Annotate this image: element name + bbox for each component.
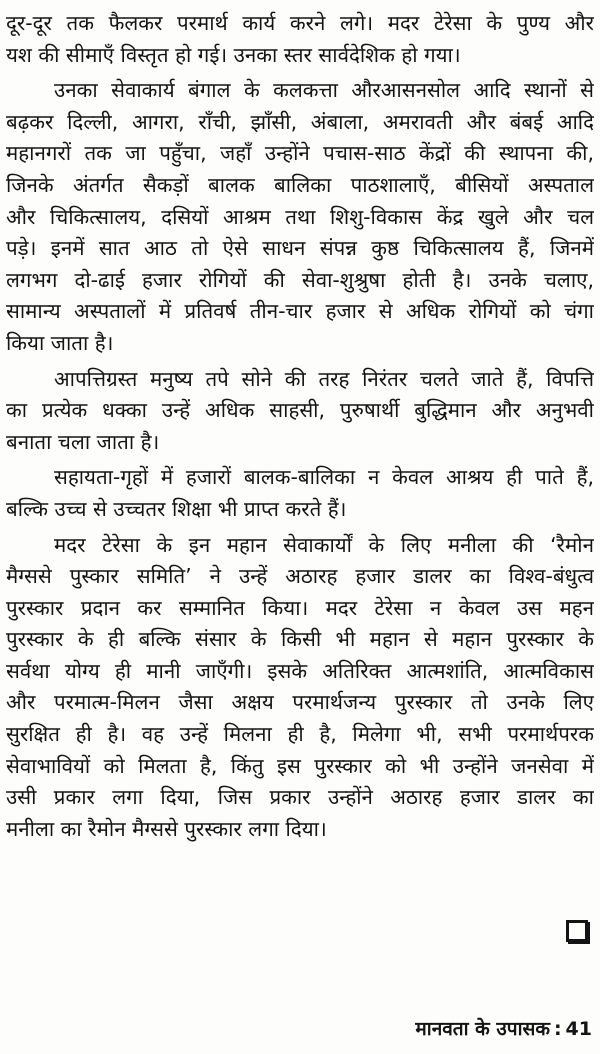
text-line-21: सर्वथा योग्य ही मानी जाएँगी। इसके अतिरिक्त आत्मशांति, आत्मविकास — [6, 658, 594, 683]
text-line-25: उसी प्रकार लगा दिया, जिस प्रकार उन्होंने अठारह हजार डालर का — [6, 785, 594, 810]
page-number: 41 — [565, 1018, 592, 1040]
text-line-1: दूर-दूर तक फैलकर परमार्थ कार्य करने लगे। मदर टेरेसा के पुण्य और — [6, 11, 594, 35]
text-line-14: बनाता चला जाता है। — [6, 429, 160, 454]
text-line-13: का प्रत्येक धक्का उन्हें अधिक साहसी, पुरुषार्थी बुद्धिमान और अनुभवी — [6, 398, 594, 423]
text-line-8: पड़े। इनमें सात आठ तो ऐसे साधन संपन्न कुष्ठ चिकित्सालय हैं, जिनमें — [6, 236, 594, 261]
text-line-4: बढ़कर दिल्ली, आगरा, राँची, झाँसी, अंबाला, अमरावती और बंबई आदि — [6, 109, 594, 134]
text-line-16: बल्कि उच्च से उच्चतर शिक्षा भी प्राप्त करते हैं। — [6, 496, 347, 521]
text-line-3: उनका सेवाकार्य बंगाल के कलकत्ता औरआसनसोल आदि स्थानों से — [54, 78, 594, 103]
book-title: मानवता के उपासक — [415, 1018, 550, 1040]
text-line-23: सुरक्षित ही है। वह उन्हें मिलना ही है, मिलेगा भी, सभी परमार्थपरक — [6, 722, 594, 747]
text-line-9: लगभग दो-ढाई हजार रोगियों की सेवा-शुश्रुषा होती है। उनके चलाए, — [6, 267, 594, 292]
hollow-square-icon — [566, 920, 588, 942]
text-line-20: पुरस्कार के ही बल्कि संसार के किसी भी महान से महान पुरस्कार के — [6, 627, 594, 652]
page-footer — [415, 1015, 592, 1041]
text-line-18: मैग्ससे पुस्कार समिति’ ने उन्हें अठारह हजार डालर का विश्व-बंधुत्व — [6, 564, 594, 589]
text-line-6: जिनके अंतर्गत सैकड़ों बालक बालिका पाठशालाएँ, बीसियों अस्पताल — [6, 172, 594, 197]
text-line-24: सेवाभावियों को मिलता है, किंतु इस पुरस्कार को भी उन्होंने जनसेवा में — [6, 753, 594, 778]
text-line-19: पुरस्कार प्रदान कर सम्मानित किया। मदर टेरेसा न केवल उस महन — [6, 595, 594, 620]
text-line-17: मदर टेरेसा के इन महान सेवाकार्यों के लिए मनीला की ‘रैमोन — [54, 532, 594, 557]
text-line-5: महानगरों तक जा पहुँचा, जहाँ उन्होंने पचास-साठ केंद्रों की स्थापना की, — [6, 141, 594, 166]
text-line-2: यश की सीमाएँ विस्तृत हो गई। उनका स्तर सार्वदेशिक हो गया। — [6, 42, 461, 67]
text-line-7: और चिकित्सालय, दसियों आश्रम तथा शिशु-विकास केंद्र खुले और चल — [6, 204, 594, 229]
body-text — [6, 8, 594, 845]
text-line-12: आपत्तिग्रस्त मनुष्य तपे सोने की तरह निरंतर चलते जाते हैं, विपत्ति — [54, 366, 594, 391]
text-line-10: सामान्य अस्पतालों में प्रतिवर्ष तीन-चार हजार से अधिक रोगियों को चंगा — [6, 299, 594, 324]
text-line-26: मनीला का रैमोन मैग्ससे पुरस्कार लगा दिया। — [6, 816, 327, 841]
text-line-22: और परमात्म-मिलन जैसा अक्षय परमार्थजन्य पुरस्कार तो उनके लिए — [6, 690, 594, 715]
text-line-11: किया जाता है। — [6, 330, 114, 355]
text-line-15: सहायता-गृहों में हजारों बालक-बालिका न केवल आश्रय ही पाते हैं, — [54, 465, 594, 490]
footer-separator: : — [553, 1018, 562, 1040]
